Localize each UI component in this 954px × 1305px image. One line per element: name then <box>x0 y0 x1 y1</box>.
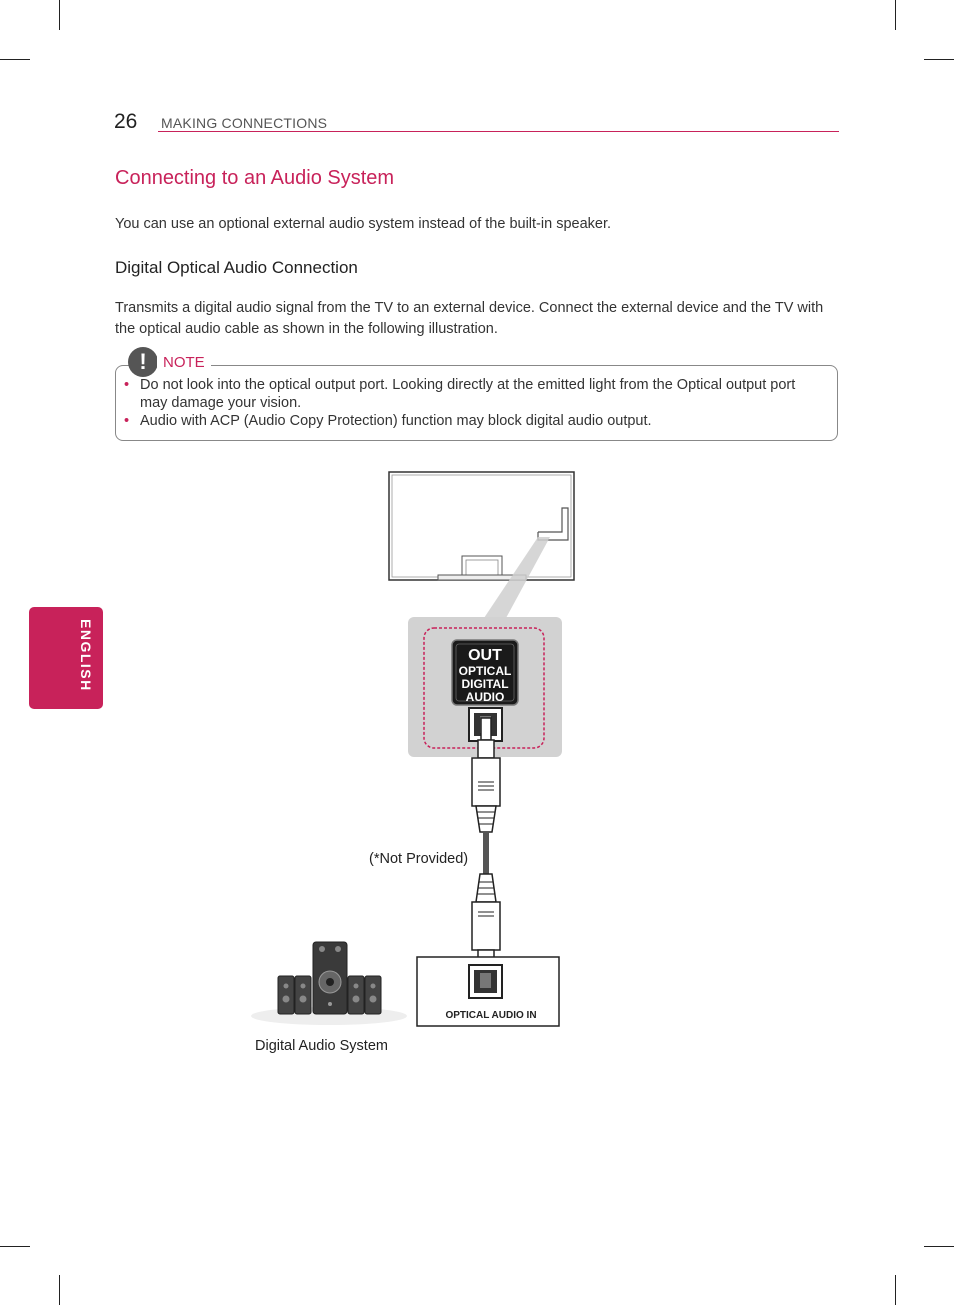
subheading: Digital Optical Audio Connection <box>115 258 358 277</box>
cable-not-provided-note: (*Not Provided) <box>369 851 469 867</box>
bullet-icon: • <box>124 413 130 429</box>
optical-cable <box>483 832 489 874</box>
optical-audio-in-label: OPTICAL AUDIO IN <box>445 1010 537 1021</box>
body-paragraph: Transmits a digital audio signal from the TV to an external device. Connect the external device and the TV with the optical audio cable as shown in the following illustration. <box>115 300 824 337</box>
note-label: NOTE <box>157 354 211 371</box>
bullet-icon: • <box>124 377 130 393</box>
optical-text: OPTICAL <box>458 664 512 678</box>
note-item-text: Do not look into the optical output port. Looking directly at the emitted light from the Optical output port may damage your vision. <box>140 377 796 411</box>
digital-text: DIGITAL <box>461 677 509 691</box>
audio-text: AUDIO <box>465 690 505 704</box>
exclamation-icon: ! <box>128 347 158 377</box>
speaker-system-icon <box>251 942 407 1025</box>
page-title: Connecting to an Audio System <box>115 167 395 189</box>
device-caption: Digital Audio System <box>255 1038 388 1054</box>
note-item-text: Audio with ACP (Audio Copy Protection) function may block digital audio output. <box>140 413 652 429</box>
page-number: 26 <box>114 110 138 133</box>
tv-back-illustration <box>389 472 574 580</box>
out-text: OUT <box>468 647 502 664</box>
section-header: MAKING CONNECTIONS <box>161 115 328 131</box>
language-tab-label: ENGLISH <box>78 619 94 692</box>
intro-text: You can use an optional external audio system instead of the built-in speaker. <box>115 216 612 232</box>
